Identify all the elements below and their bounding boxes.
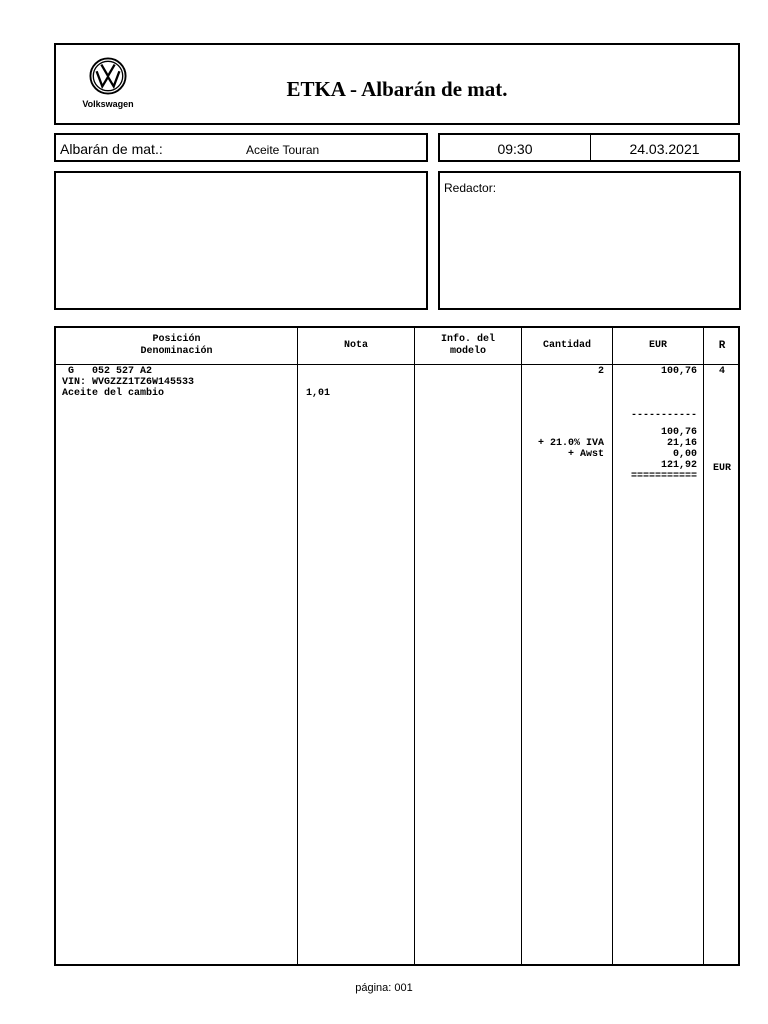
tax-value: 21,16 <box>666 438 697 449</box>
total-double-line: =========== <box>630 471 697 482</box>
date-value: 24.03.2021 <box>629 141 700 157</box>
time-value: 09:30 <box>497 141 533 157</box>
total-currency: EUR <box>712 463 731 474</box>
column-header-note: Nota <box>343 340 368 351</box>
column-divider <box>521 328 522 964</box>
redactor-label: Redactor: <box>444 181 497 195</box>
item-name: Aceite del cambio <box>62 388 165 399</box>
column-divider <box>297 328 298 964</box>
item-price: 100,76 <box>660 366 697 377</box>
part-number: G 052 527 A2 <box>62 366 153 377</box>
column-divider <box>703 328 704 964</box>
total-value: 121,92 <box>660 460 697 471</box>
redactor-box <box>438 171 741 310</box>
awst-label: + Awst <box>567 449 604 460</box>
document-header <box>54 43 740 125</box>
item-quantity: 2 <box>597 366 604 377</box>
column-divider <box>414 328 415 964</box>
item-r: 4 <box>718 366 725 377</box>
header-divider <box>56 364 738 365</box>
subtotal-value: 100,76 <box>660 427 697 438</box>
column-header-r: R <box>718 340 726 352</box>
delivery-note-value: Aceite Touran <box>246 143 320 157</box>
delivery-note-label: Albarán de mat.: <box>60 141 163 157</box>
awst-value: 0,00 <box>672 449 697 460</box>
page-number: página: 001 <box>355 982 413 994</box>
tax-label: + 21.0% IVA <box>537 438 604 449</box>
page-title: ETKA - Albarán de mat. <box>286 77 508 101</box>
item-note: 1,01 <box>306 388 331 399</box>
totals-separator: ----------- <box>630 410 697 421</box>
brand-name: Volkswagen <box>82 99 134 109</box>
column-divider <box>612 328 613 964</box>
column-header-quantity: Cantidad <box>542 340 591 351</box>
column-header-model-info: Info. del modelo <box>440 334 495 357</box>
delivery-note-field <box>54 133 428 162</box>
items-table <box>54 326 740 966</box>
column-header-position: Posición Denominación <box>140 334 213 357</box>
vin-number: VIN: WVGZZZ1TZ6W145533 <box>62 377 195 388</box>
column-header-eur: EUR <box>648 340 667 351</box>
address-box <box>54 171 428 310</box>
datetime-box <box>438 133 740 162</box>
